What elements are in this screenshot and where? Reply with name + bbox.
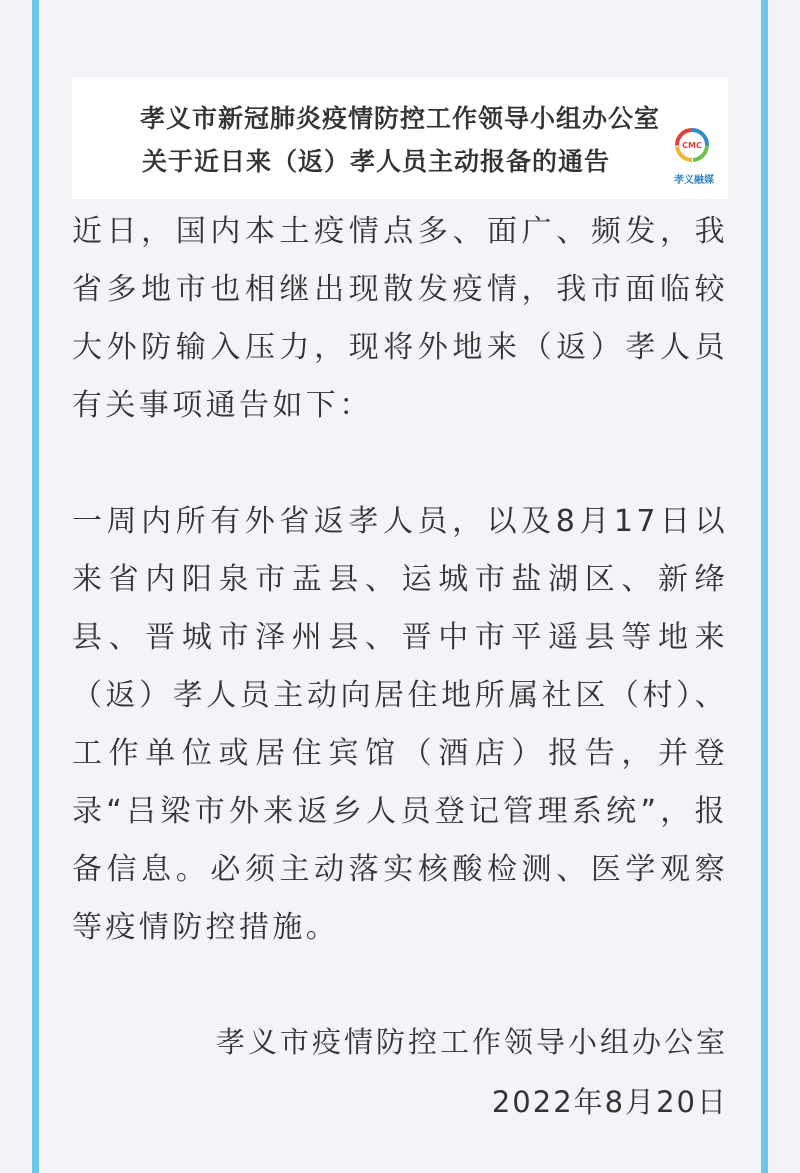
notice-title-banner — [72, 77, 728, 199]
cmc-logo — [666, 127, 722, 187]
notice-paragraph-intro: 近日，国内本土疫情点多、面广、频发，我省多地市也相继出现散发疫情，我市面临较大外防输入压力，现将外地来（返）孝人员有关事项通告如下： — [72, 214, 728, 423]
notice-title-line-2: 关于近日来（返）孝人员主动报备的通告 — [141, 147, 610, 176]
cmc-logo-caption: 孝义融媒 — [674, 175, 714, 186]
cmc-logo-badge: CMC — [682, 141, 702, 150]
issue-date: 2022年8月20日 — [491, 1085, 728, 1119]
notice-paragraph-requirements: 一周内所有外省返孝人员，以及8月17日以来省内阳泉市盂县、运城市盐湖区、新绛县、晋城市泽州县、晋中市平遥县等地来（返）孝人员主动向居住地所属社区（村）、工作单位或居住宾馆（酒店）报告，并登录“吕梁市外来返乡人员登记管理系统”，报备信息。必须主动落实核酸检测、医学观察等疫情防控措施。 — [72, 504, 728, 945]
notice-title-line-1: 孝义市新冠肺炎疫情防控工作领导小组办公室 — [139, 104, 660, 133]
cmc-logo-icon — [674, 127, 710, 163]
issuer-signature: 孝义市疫情防控工作领导小组办公室 — [215, 1025, 728, 1059]
